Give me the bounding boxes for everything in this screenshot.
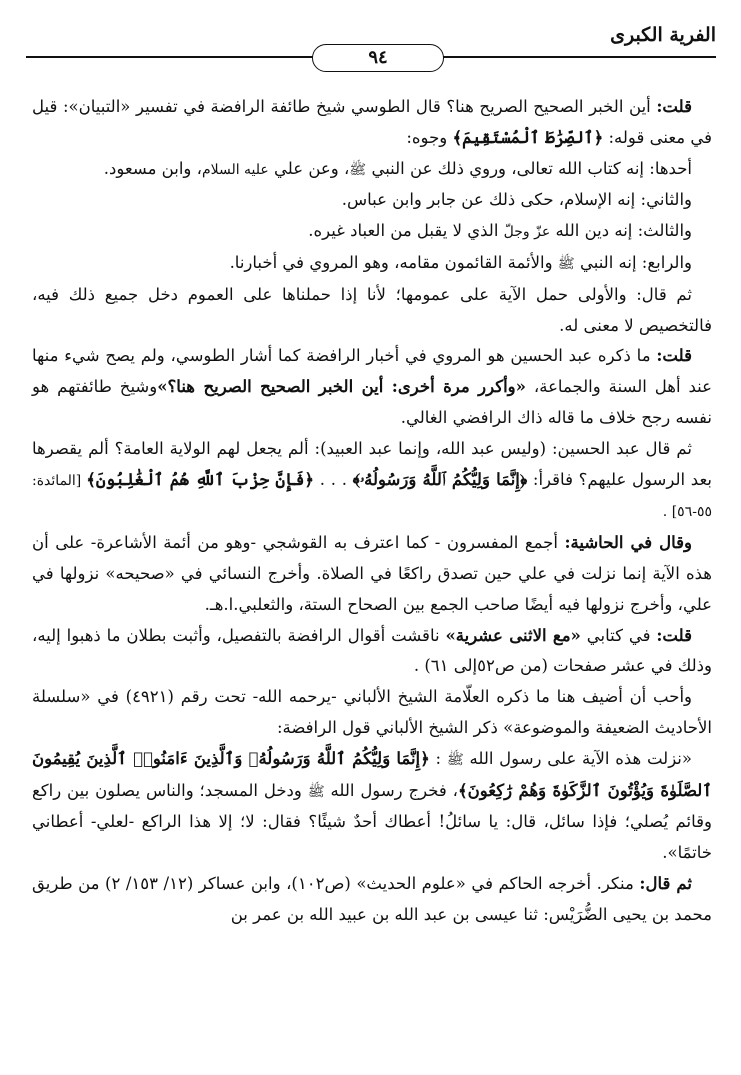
paragraph	[32, 92, 712, 154]
paragraph	[32, 744, 712, 869]
paragraph-text: وشيخ طائفتهم هو نفسه رجح خلاف ما قاله ذاك الرافضي الغالي.	[32, 377, 712, 427]
paragraph-lead: قلت:	[656, 346, 692, 366]
paragraph	[32, 154, 712, 186]
salutation-symbol: ﷺ	[557, 255, 575, 272]
verse-reference: [المائدة: ٥٥-٥٦] .	[32, 472, 712, 521]
book-title: الفرية الكبرى	[610, 24, 716, 46]
paragraph	[32, 682, 712, 744]
paragraph	[32, 528, 712, 620]
paragraph	[32, 185, 712, 216]
paragraph-text: أحدها: إنه كتاب الله تعالى، وروي ذلك عن النبي	[366, 158, 692, 178]
page-body	[32, 92, 712, 931]
salutation-symbol: عزّ وجلّ	[503, 224, 551, 241]
paragraph-text: . . .	[314, 469, 353, 489]
paragraph	[32, 434, 712, 528]
paragraph-text: ناقشت أقوال الرافضة بالتفصيل، وأثبت بطلان ما ذهبوا إليه، وذلك في عشر صفحات (من ص٥٢إلى ٦١) .	[32, 625, 712, 676]
paragraph-text: ودخل المسجد؛ والناس يصلون بين راكع وقائم يُصلي؛ فإذا سائل، قال: يا سائلُ! أعطاك أحدٌ شيئًا؟ فقال: لا؛ إلا هذا الراكع -لعلي- أعطاني خاتمًا».	[32, 780, 712, 863]
paragraph-text: ، وابن مسعود.	[103, 158, 202, 178]
paragraph-text: ثم قال: والأولى حمل الآية على عمومها؛ لأنا إذا حملناها على العموم دخل جميع ذلك فيه، فالتخصيص لا معنى له.	[32, 284, 712, 335]
paragraph-text: ، فخرج رسول الله	[324, 780, 458, 800]
paragraph-text: ثم قال عبد الحسين: (وليس عبد الله، وإنما عبد العبيد): ألم يجعل لهم الولاية العامة؟ ألم يقصرها بعد الرسول عليهم؟ فاقرأ:	[32, 438, 712, 489]
paragraph-text: والثاني: إنه الإسلام، حكى ذلك عن جابر وابن عباس.	[341, 190, 692, 210]
emphasis-text: «وأكرر مرة أخرى: أين الخبر الصحيح الصريح هنا؟»	[157, 377, 526, 397]
paragraph-text: والرابع: إنه النبي	[574, 252, 692, 272]
paragraph-text: والثالث: إنه دين الله	[550, 221, 692, 241]
paragraph-lead: ثم قال:	[639, 873, 692, 893]
paragraph-lead: وقال في الحاشية:	[564, 533, 693, 553]
paragraph	[32, 869, 712, 931]
quran-quote: ﴿إِنَّمَا وَلِيُّكُمُ ٱللَّهُ وَرَسُولُهُۥ وَٱلَّذِينَ ءَامَنُوا۟ ٱلَّذِينَ يُقِيمُونَ ٱلصَّلَوٰةَ وَيُؤْتُونَ ٱلزَّكَوٰةَ وَهُمْ رَٰكِعُونَ﴾	[32, 748, 713, 800]
page-header	[26, 22, 716, 68]
paragraph-lead: قلت:	[656, 625, 692, 645]
paragraph-text: وأحب أن أضيف هنا ما ذكره العلّامة الشيخ الألباني -يرحمه الله- تحت رقم (٤٩٢١) في «سلسلة الأحاديث الضعيفة والموضوعة» ذكر الشيخ الألباني قول الرافضة:	[32, 687, 712, 737]
paragraph-text: ، وعن علي	[268, 158, 350, 178]
paragraph	[32, 341, 712, 433]
paragraph-text: :	[429, 748, 447, 768]
paragraph	[32, 248, 712, 280]
paragraph-text: وجوه:	[406, 127, 453, 147]
quran-quote: ﴿إِنَّمَا وَلِيُّكُمُ ٱللَّهُ وَرَسُولُهُۥ﴾	[352, 469, 528, 489]
paragraph	[32, 216, 712, 248]
paragraph-text: منكر. أخرجه الحاكم في «علوم الحديث» (ص١٠٢)، وابن عساكر (١٢/ ١٥٣/ ٢) من طريق محمد بن يحيى الضُّرَيْس: ثنا عيسى بن عبد الله بن عبيد الله بن عمر بن	[32, 873, 712, 924]
quran-quote: ﴿ٱلصِّرَٰطَ ٱلْمُسْتَقِيمَ﴾	[452, 127, 604, 147]
paragraph-lead: قلت:	[656, 97, 692, 116]
paragraph-text: ما ذكره عبد الحسين هو المروي في أخبار الرافضة كما أشار الطوسي، ولم يصح شيء منها عند أهل السنة والجماعة،	[32, 346, 713, 397]
paragraph-text: «نزلت هذه الآية على رسول الله	[463, 748, 692, 768]
paragraph-text: والأئمة القائمون مقامه، وهو المروي في أخبارنا.	[229, 252, 558, 272]
salutation-symbol: عليه السلام	[201, 161, 269, 178]
book-title-reference: «مع الاثنى عشرية»	[445, 625, 581, 645]
salutation-symbol: ﷺ	[307, 783, 325, 800]
paragraph	[32, 280, 712, 342]
paragraph-text: أين الخبر الصحيح الصريح هنا؟ قال الطوسي شيخ طائفة الرافضة في تفسير «التبيان»: قيل في معنى قوله:	[32, 97, 712, 147]
quran-quote: ﴿فَإِنَّ حِزْبَ ٱللَّهِ هُمُ ٱلْغَٰلِبُونَ﴾	[86, 469, 315, 489]
salutation-symbol: ﷺ	[446, 751, 464, 768]
paragraph-text: في كتابي	[580, 625, 657, 645]
page-number: ٩٤	[312, 44, 444, 72]
paragraph-text: الذي لا يقبل من العباد غيره.	[308, 221, 504, 241]
salutation-symbol: ﷺ	[349, 161, 367, 178]
paragraph	[32, 621, 712, 683]
paragraph-text: أجمع المفسرون - كما اعترف به القوشجي -وهو من أئمة الأشاعرة- على أن هذه الآية إنما نزلت في علي حين تصدق راكعًا في الصلاة. وأخرج النسائي في «صحيحه» نزولها في علي، وأخرج نزولها فيه أيضًا صاحب الجمع بين الصحاح الستة، والثعلبي.ا.هـ.	[32, 533, 712, 614]
